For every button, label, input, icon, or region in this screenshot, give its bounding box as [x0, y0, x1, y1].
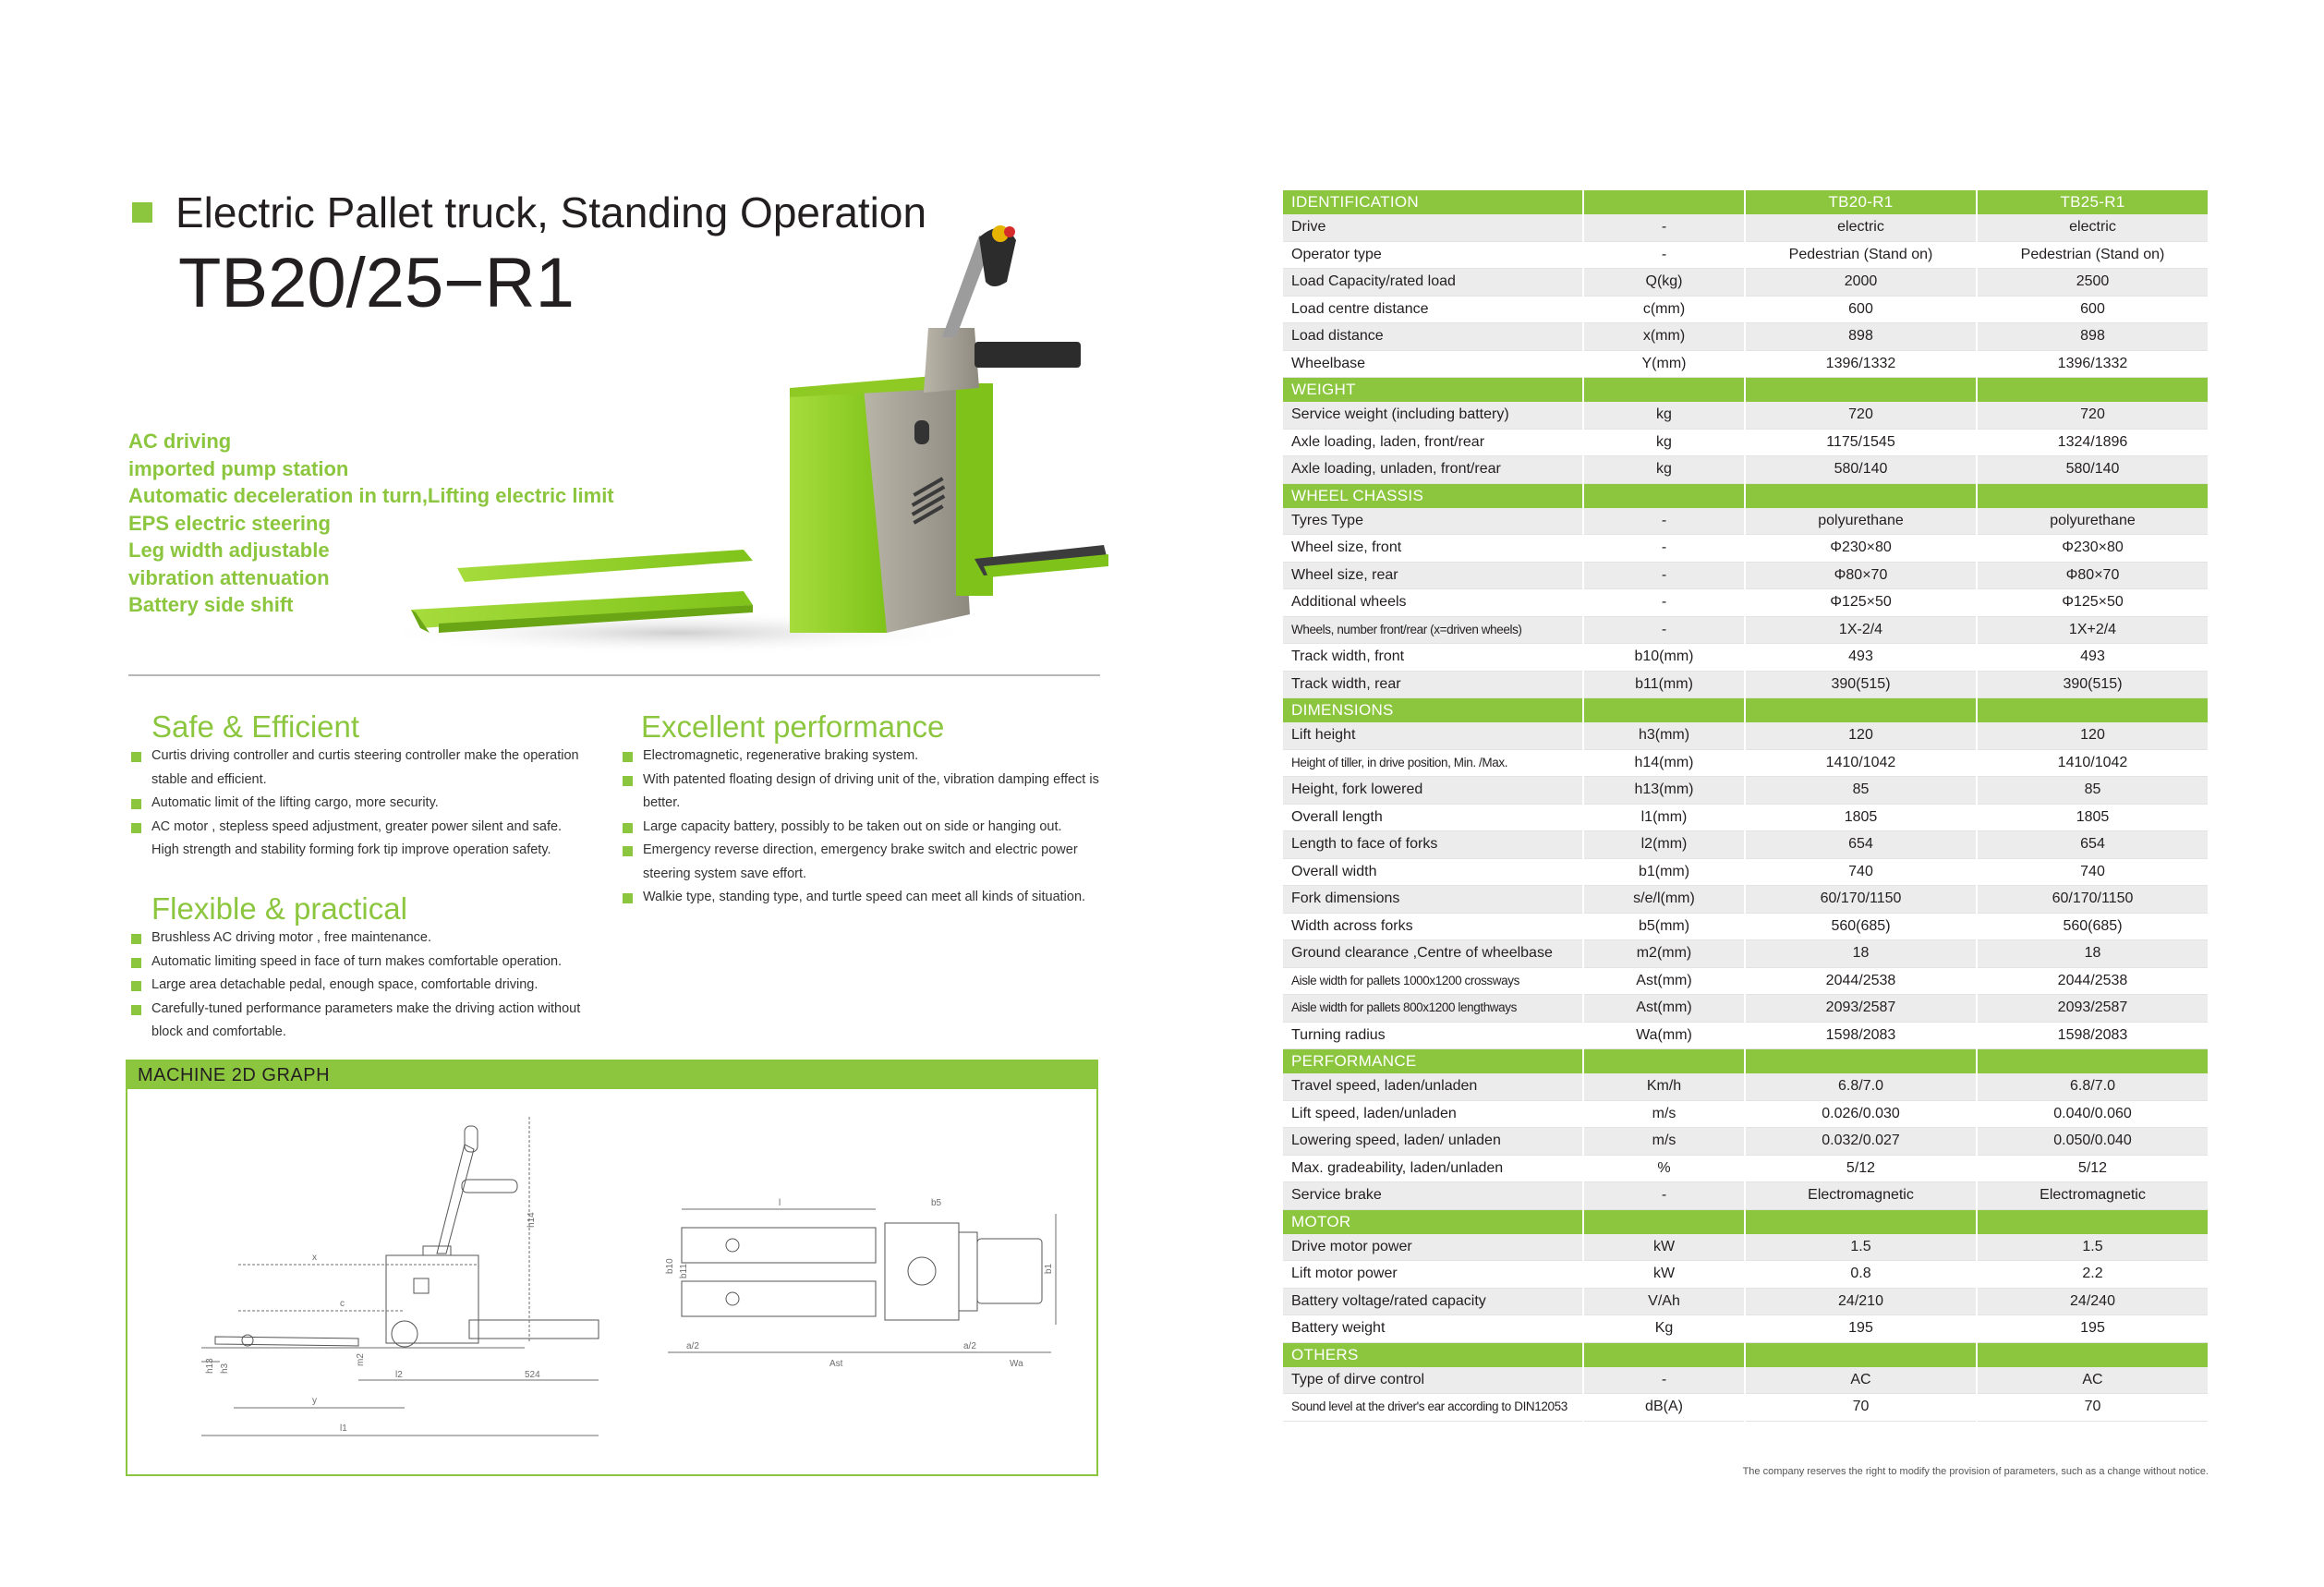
spec-value-tb20: 1175/1545 [1745, 429, 1977, 456]
spec-value-tb25: 0.040/0.060 [1977, 1100, 2209, 1128]
spec-value-tb25: 5/12 [1977, 1155, 2209, 1182]
spec-value-tb25: 740 [1977, 858, 2209, 886]
spec-unit: l1(mm) [1583, 804, 1745, 831]
spec-value-tb25: 493 [1977, 644, 2209, 672]
table-row [1283, 831, 2209, 859]
table-row [1283, 402, 2209, 429]
spec-unit: kg [1583, 402, 1745, 429]
spec-value-tb20: 0.032/0.027 [1745, 1128, 1977, 1156]
dim-label-wa: Wa [1010, 1359, 1023, 1369]
spec-header-cell [1745, 1049, 1977, 1074]
spec-value-tb20: 1X-2/4 [1745, 616, 1977, 644]
spec-parameter: Wheels, number front/rear (x=driven wheels) [1283, 616, 1583, 644]
spec-unit: V/Ah [1583, 1288, 1745, 1315]
spec-value-tb25: 2.2 [1977, 1261, 2209, 1289]
spec-value-tb25: Φ80×70 [1977, 562, 2209, 589]
spec-header-cell [1583, 698, 1745, 723]
table-row [1283, 1261, 2209, 1289]
safe-bullet-list [128, 745, 590, 863]
table-row [1283, 967, 2209, 995]
spec-parameter: Sound level at the driver's ear according to DIN12053 [1283, 1394, 1583, 1422]
table-row [1283, 562, 2209, 589]
table-row [1283, 456, 2209, 484]
performance-bullet-list [620, 745, 1109, 910]
spec-value-tb25: 2044/2538 [1977, 967, 2209, 995]
spec-header-cell [1583, 1342, 1745, 1367]
dim-label-x: x [312, 1253, 317, 1263]
spec-parameter: Lowering speed, laden/ unladen [1283, 1128, 1583, 1156]
flexible-bullet-list [128, 927, 590, 1045]
machine-2d-graph-panel [126, 1060, 1098, 1476]
table-row [1283, 429, 2209, 456]
spec-value-tb20: electric [1745, 214, 1977, 241]
dim-label-b10: b10 [665, 1258, 675, 1274]
spec-unit: h14(mm) [1583, 749, 1745, 777]
table-row [1283, 1367, 2209, 1394]
dim-label-y: y [312, 1396, 317, 1406]
spec-unit: % [1583, 1155, 1745, 1182]
title-bullet [132, 202, 152, 223]
feature-item: Battery side shift [128, 593, 294, 616]
spec-unit: kW [1583, 1261, 1745, 1289]
dim-label-h13: h13 [205, 1358, 215, 1374]
spec-parameter: Additional wheels [1283, 589, 1583, 617]
spec-value-tb20: 24/210 [1745, 1288, 1977, 1315]
top-view-drawing [665, 1198, 1056, 1369]
spec-unit: - [1583, 241, 1745, 269]
spec-value-tb20: 654 [1745, 831, 1977, 859]
list-item: Emergency reverse direction, emergency brake switch and electric power steering system save effort. [620, 839, 1109, 886]
table-row [1283, 1394, 2209, 1422]
specification-table-body [1283, 190, 2209, 1421]
spec-header-cell [1977, 378, 2209, 403]
spec-value-tb25: 1324/1896 [1977, 429, 2209, 456]
side-view-drawing [201, 1117, 599, 1436]
dim-label-l: l [779, 1198, 781, 1208]
spec-value-tb25: 600 [1977, 296, 2209, 323]
table-row [1283, 616, 2209, 644]
spec-parameter: Overall width [1283, 858, 1583, 886]
spec-parameter: Battery weight [1283, 1315, 1583, 1343]
table-row [1283, 777, 2209, 805]
spec-unit: Q(kg) [1583, 269, 1745, 297]
spec-value-tb25: 390(515) [1977, 671, 2209, 698]
table-row [1283, 1155, 2209, 1182]
spec-value-tb20: 580/140 [1745, 456, 1977, 484]
spec-value-tb25: 60/170/1150 [1977, 886, 2209, 914]
spec-value-tb20: 0.026/0.030 [1745, 1100, 1977, 1128]
spec-unit: h13(mm) [1583, 777, 1745, 805]
spec-unit: l2(mm) [1583, 831, 1745, 859]
spec-value-tb25: 580/140 [1977, 456, 2209, 484]
spec-model-header: TB25-R1 [1977, 190, 2209, 214]
spec-value-tb25: polyurethane [1977, 508, 2209, 535]
spec-unit: m2(mm) [1583, 940, 1745, 968]
dim-label-l2: l2 [395, 1370, 403, 1380]
table-row [1283, 1022, 2209, 1049]
spec-parameter: Wheelbase [1283, 350, 1583, 378]
spec-parameter: Height of tiller, in drive position, Min. /Max. [1283, 749, 1583, 777]
list-item: Large capacity battery, possibly to be taken out on side or hanging out. [620, 816, 1109, 840]
spec-value-tb25: 70 [1977, 1394, 2209, 1422]
spec-section-title: OTHERS [1283, 1342, 1583, 1367]
spec-header-cell [1977, 1049, 2209, 1074]
spec-value-tb20: 1598/2083 [1745, 1022, 1977, 1049]
table-row [1283, 722, 2209, 749]
spec-value-tb20: 5/12 [1745, 1155, 1977, 1182]
spec-unit: - [1583, 508, 1745, 535]
spec-header-cell [1977, 1209, 2209, 1234]
spec-value-tb20: 493 [1745, 644, 1977, 672]
list-item: Walkie type, standing type, and turtle speed can meet all kinds of situation. [620, 886, 1109, 910]
spec-value-tb20: Pedestrian (Stand on) [1745, 241, 1977, 269]
spec-unit: b10(mm) [1583, 644, 1745, 672]
spec-value-tb20: 1.5 [1745, 1234, 1977, 1261]
spec-parameter: Type of dirve control [1283, 1367, 1583, 1394]
spec-parameter: Track width, front [1283, 644, 1583, 672]
spec-value-tb20: 70 [1745, 1394, 1977, 1422]
spec-unit: Ast(mm) [1583, 995, 1745, 1023]
spec-section-title: PERFORMANCE [1283, 1049, 1583, 1074]
list-item: With patented floating design of driving unit of the, vibration damping effect is better. [620, 769, 1109, 816]
table-row [1283, 749, 2209, 777]
spec-value-tb25: 560(685) [1977, 913, 2209, 940]
spec-value-tb25: 1396/1332 [1977, 350, 2209, 378]
spec-section-title: WEIGHT [1283, 378, 1583, 403]
spec-value-tb25: 2093/2587 [1977, 995, 2209, 1023]
dim-label-h14: h14 [527, 1212, 537, 1228]
spec-value-tb25: 720 [1977, 402, 2209, 429]
table-row [1283, 858, 2209, 886]
spec-value-tb25: 1598/2083 [1977, 1022, 2209, 1049]
spec-section-header [1283, 1342, 2209, 1367]
product-subtitle: Electric Pallet truck, Standing Operation [176, 188, 927, 236]
table-row [1283, 671, 2209, 698]
spec-value-tb20: 2000 [1745, 269, 1977, 297]
table-row [1283, 214, 2209, 241]
spec-unit: h3(mm) [1583, 722, 1745, 749]
spec-parameter: Max. gradeability, laden/unladen [1283, 1155, 1583, 1182]
spec-section-title: DIMENSIONS [1283, 698, 1583, 723]
spec-value-tb25: 0.050/0.040 [1977, 1128, 2209, 1156]
dim-label-524: 524 [525, 1370, 540, 1380]
spec-unit: dB(A) [1583, 1394, 1745, 1422]
section-title-performance: Excellent performance [641, 709, 945, 744]
spec-unit: Km/h [1583, 1073, 1745, 1100]
spec-unit: x(mm) [1583, 323, 1745, 351]
spec-value-tb25: 6.8/7.0 [1977, 1073, 2209, 1100]
spec-unit: b1(mm) [1583, 858, 1745, 886]
spec-section-title: MOTOR [1283, 1209, 1583, 1234]
spec-header-cell [1583, 190, 1745, 214]
spec-value-tb25: AC [1977, 1367, 2209, 1394]
table-row [1283, 1128, 2209, 1156]
spec-parameter: Drive motor power [1283, 1234, 1583, 1261]
spec-header-cell [1745, 1342, 1977, 1367]
spec-parameter: Wheel size, rear [1283, 562, 1583, 589]
table-row [1283, 886, 2209, 914]
spec-parameter: Lift motor power [1283, 1261, 1583, 1289]
section-divider [128, 674, 1100, 676]
table-row [1283, 589, 2209, 617]
table-row [1283, 508, 2209, 535]
spec-parameter: Wheel size, front [1283, 535, 1583, 563]
spec-section-title: IDENTIFICATION [1283, 190, 1583, 214]
spec-value-tb20: 120 [1745, 722, 1977, 749]
footnote: The company reserves the right to modify the provision of parameters, such as a change without notice. [1742, 1466, 2209, 1477]
spec-unit: c(mm) [1583, 296, 1745, 323]
table-row [1283, 1100, 2209, 1128]
graph-title: MACHINE 2D GRAPH [138, 1065, 331, 1085]
list-item: Brushless AC driving motor , free maintenance. [128, 927, 590, 951]
spec-unit: m/s [1583, 1100, 1745, 1128]
spec-unit: m/s [1583, 1128, 1745, 1156]
feature-item: EPS electric steering [128, 511, 331, 535]
spec-unit: s/e/l(mm) [1583, 886, 1745, 914]
spec-unit: Kg [1583, 1315, 1745, 1343]
table-row [1283, 535, 2209, 563]
section-title-flexible: Flexible & practical [151, 891, 407, 926]
table-row [1283, 804, 2209, 831]
spec-model-header: TB20-R1 [1745, 190, 1977, 214]
spec-value-tb20: 60/170/1150 [1745, 886, 1977, 914]
spec-value-tb25: 1X+2/4 [1977, 616, 2209, 644]
table-row [1283, 940, 2209, 968]
spec-value-tb25: 898 [1977, 323, 2209, 351]
table-row [1283, 1234, 2209, 1261]
spec-header-cell [1583, 1209, 1745, 1234]
spec-value-tb20: 600 [1745, 296, 1977, 323]
table-row [1283, 323, 2209, 351]
spec-value-tb20: Φ80×70 [1745, 562, 1977, 589]
feature-item: imported pump station [128, 456, 349, 480]
spec-unit: Wa(mm) [1583, 1022, 1745, 1049]
spec-value-tb25: Pedestrian (Stand on) [1977, 241, 2209, 269]
spec-unit: - [1583, 616, 1745, 644]
spec-header-cell [1583, 378, 1745, 403]
spec-unit: - [1583, 535, 1745, 563]
spec-value-tb20: 390(515) [1745, 671, 1977, 698]
list-item: Automatic limit of the lifting cargo, more security. [128, 792, 590, 816]
spec-value-tb20: 2093/2587 [1745, 995, 1977, 1023]
spec-parameter: Aisle width for pallets 1000x1200 crossways [1283, 967, 1583, 995]
dim-label-a2-left: a/2 [686, 1341, 699, 1351]
spec-value-tb20: Electromagnetic [1745, 1182, 1977, 1210]
table-row [1283, 1073, 2209, 1100]
spec-section-title: WHEEL CHASSIS [1283, 483, 1583, 508]
spec-section-header [1283, 1209, 2209, 1234]
spec-unit: Ast(mm) [1583, 967, 1745, 995]
dim-label-m2: m2 [356, 1353, 366, 1366]
spec-value-tb20: polyurethane [1745, 508, 1977, 535]
feature-item: vibration attenuation [128, 565, 330, 589]
spec-value-tb20: 1410/1042 [1745, 749, 1977, 777]
spec-header-cell [1745, 1209, 1977, 1234]
spec-value-tb20: Φ125×50 [1745, 589, 1977, 617]
spec-parameter: Ground clearance ,Centre of wheelbase [1283, 940, 1583, 968]
spec-value-tb25: 195 [1977, 1315, 2209, 1343]
list-item: Curtis driving controller and curtis steering controller make the operation stable and efficient. [128, 745, 590, 792]
spec-header-cell [1583, 483, 1745, 508]
table-row [1283, 241, 2209, 269]
spec-value-tb20: 720 [1745, 402, 1977, 429]
spec-value-tb20: 1396/1332 [1745, 350, 1977, 378]
spec-parameter: Width across forks [1283, 913, 1583, 940]
spec-parameter: Drive [1283, 214, 1583, 241]
spec-section-header [1283, 1049, 2209, 1074]
spec-unit: Y(mm) [1583, 350, 1745, 378]
spec-value-tb20: 0.8 [1745, 1261, 1977, 1289]
table-row [1283, 995, 2209, 1023]
table-row [1283, 1315, 2209, 1343]
spec-value-tb20: Φ230×80 [1745, 535, 1977, 563]
spec-parameter: Lift height [1283, 722, 1583, 749]
dim-label-a2-right: a/2 [963, 1341, 976, 1351]
spec-value-tb20: 18 [1745, 940, 1977, 968]
spec-parameter: Tyres Type [1283, 508, 1583, 535]
spec-value-tb25: 654 [1977, 831, 2209, 859]
feature-item: Automatic deceleration in turn,Lifting electric limit [128, 484, 614, 507]
spec-value-tb20: 85 [1745, 777, 1977, 805]
spec-parameter: Turning radius [1283, 1022, 1583, 1049]
spec-parameter: Lift speed, laden/unladen [1283, 1100, 1583, 1128]
table-row [1283, 1288, 2209, 1315]
dim-label-ast: Ast [829, 1359, 843, 1369]
spec-parameter: Axle loading, unladen, front/rear [1283, 456, 1583, 484]
spec-unit: kW [1583, 1234, 1745, 1261]
dim-label-c: c [340, 1299, 345, 1309]
spec-value-tb25: 1.5 [1977, 1234, 2209, 1261]
spec-parameter: Aisle width for pallets 800x1200 lengthways [1283, 995, 1583, 1023]
spec-parameter: Operator type [1283, 241, 1583, 269]
spec-value-tb25: Φ230×80 [1977, 535, 2209, 563]
table-row [1283, 913, 2209, 940]
spec-section-header [1283, 698, 2209, 723]
spec-value-tb20: 2044/2538 [1745, 967, 1977, 995]
spec-parameter: Overall length [1283, 804, 1583, 831]
spec-parameter: Length to face of forks [1283, 831, 1583, 859]
spec-value-tb25: Electromagnetic [1977, 1182, 2209, 1210]
spec-unit: b11(mm) [1583, 671, 1745, 698]
spec-value-tb25: 2500 [1977, 269, 2209, 297]
spec-parameter: Service weight (including battery) [1283, 402, 1583, 429]
spec-parameter: Load Capacity/rated load [1283, 269, 1583, 297]
spec-parameter: Battery voltage/rated capacity [1283, 1288, 1583, 1315]
spec-parameter: Height, fork lowered [1283, 777, 1583, 805]
spec-header-cell [1745, 698, 1977, 723]
spec-value-tb25: Φ125×50 [1977, 589, 2209, 617]
graph-title-bar [127, 1061, 1096, 1089]
spec-header-cell [1977, 1342, 2209, 1367]
spec-value-tb20: 560(685) [1745, 913, 1977, 940]
spec-section-header [1283, 483, 2209, 508]
spec-parameter: Service brake [1283, 1182, 1583, 1210]
spec-value-tb25: 1410/1042 [1977, 749, 2209, 777]
spec-value-tb20: AC [1745, 1367, 1977, 1394]
spec-value-tb20: 898 [1745, 323, 1977, 351]
spec-unit: kg [1583, 429, 1745, 456]
table-row [1283, 1182, 2209, 1210]
list-item: Large area detachable pedal, enough space, comfortable driving. [128, 974, 590, 998]
spec-unit: - [1583, 562, 1745, 589]
spec-section-header [1283, 190, 2209, 214]
table-row [1283, 350, 2209, 378]
technical-drawing [127, 1089, 1096, 1474]
spec-parameter: Axle loading, laden, front/rear [1283, 429, 1583, 456]
spec-value-tb25: electric [1977, 214, 2209, 241]
spec-header-cell [1977, 483, 2209, 508]
list-item: Electromagnetic, regenerative braking system. [620, 745, 1109, 769]
spec-header-cell [1745, 483, 1977, 508]
table-row [1283, 644, 2209, 672]
dim-label-b1: b1 [1044, 1263, 1054, 1274]
spec-section-header [1283, 378, 2209, 403]
spec-value-tb25: 24/240 [1977, 1288, 2209, 1315]
spec-value-tb20: 1805 [1745, 804, 1977, 831]
spec-unit: - [1583, 1182, 1745, 1210]
spec-parameter: Track width, rear [1283, 671, 1583, 698]
list-item: Automatic limiting speed in face of turn makes comfortable operation. [128, 951, 590, 975]
table-row [1283, 296, 2209, 323]
feature-item: Leg width adjustable [128, 539, 330, 562]
spec-value-tb20: 740 [1745, 858, 1977, 886]
spec-value-tb25: 1805 [1977, 804, 2209, 831]
spec-unit: kg [1583, 456, 1745, 484]
spec-parameter: Load centre distance [1283, 296, 1583, 323]
spec-value-tb25: 85 [1977, 777, 2209, 805]
list-item: Carefully-tuned performance parameters make the driving action without block and comfortable. [128, 998, 590, 1045]
spec-header-cell [1583, 1049, 1745, 1074]
spec-unit: - [1583, 1367, 1745, 1394]
spec-header-cell [1977, 698, 2209, 723]
spec-value-tb25: 18 [1977, 940, 2209, 968]
dim-label-b11: b11 [679, 1264, 689, 1278]
table-row [1283, 269, 2209, 297]
spec-unit: - [1583, 214, 1745, 241]
dim-label-h3: h3 [220, 1363, 230, 1374]
spec-parameter: Fork dimensions [1283, 886, 1583, 914]
spec-unit: b5(mm) [1583, 913, 1745, 940]
spec-value-tb20: 195 [1745, 1315, 1977, 1343]
section-title-safe: Safe & Efficient [151, 709, 360, 744]
spec-value-tb20: 6.8/7.0 [1745, 1073, 1977, 1100]
pallet-truck-illustration [402, 199, 1122, 660]
feature-item: AC driving [128, 430, 232, 453]
specification-table [1283, 190, 2209, 1422]
dim-label-l1: l1 [340, 1423, 347, 1434]
product-model: TB20/25−R1 [178, 244, 575, 322]
list-item: AC motor , stepless speed adjustment, greater power silent and safe. High strength and stability forming fork tip improve operation safety. [128, 816, 590, 863]
spec-value-tb25: 120 [1977, 722, 2209, 749]
spec-unit: - [1583, 589, 1745, 617]
spec-parameter: Travel speed, laden/unladen [1283, 1073, 1583, 1100]
dim-label-b5: b5 [931, 1198, 942, 1208]
spec-parameter: Load distance [1283, 323, 1583, 351]
spec-header-cell [1745, 378, 1977, 403]
